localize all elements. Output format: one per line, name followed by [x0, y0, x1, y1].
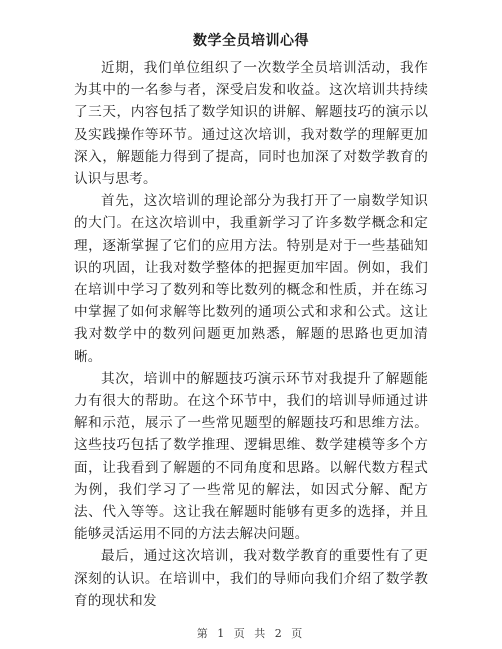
paragraph-3: 其次，培训中的解题技巧演示环节对我提升了解题能力有很大的帮助。在这个环节中，我们的培训导师通过讲解和示范，展示了一些常见题型的解题技巧和思维方法。这些技巧包括了数学推理、逻辑思维、数学建模等多个方面，让我看到了解题的不同角度和思路。以解代数方程式为例，我们学习了一些常见的解法，如因式分解、配方法、代入等等。这让我在解题时能够有更多的选择，并且能够灵活运用不同的方法去解决问题。	[74, 370, 428, 543]
paragraph-1: 近期，我们单位组织了一次数学全员培训活动，我作为其中的一名参与者，深受启发和收益。这次培训共持续了三天，内容包括了数学知识的讲解、解题技巧的演示以及实践操作等环节。通过这次培训，我对数学的理解更加深入，解题能力得到了提高，同时也加深了对数学教育的认识与思考。	[74, 60, 428, 188]
paragraph-4: 最后，通过这次培训，我对数学教育的重要性有了更深刻的认识。在培训中，我们的导师向我们介绍了数学教育的现状和发	[74, 548, 428, 609]
document-title: 数学全员培训心得	[193, 33, 309, 49]
document-body	[74, 57, 428, 612]
page-number-footer: 第 1 页 共 2 页	[196, 627, 306, 640]
paragraph-2: 首先，这次培训的理论部分为我打开了一扇数学知识的大门。在这次培训中，我重新学习了许多数学概念和定理，逐渐掌握了它们的应用方法。特别是对于一些基础知识的巩固，让我对数学整体的把握更加牢固。例如，我们在培训中学习了数列和等比数列的概念和性质，并在练习中掌握了如何求解等比数列的通项公式和求和公式。这让我对数学中的数列问题更加熟悉，解题的思路也更加清晰。	[74, 193, 428, 365]
